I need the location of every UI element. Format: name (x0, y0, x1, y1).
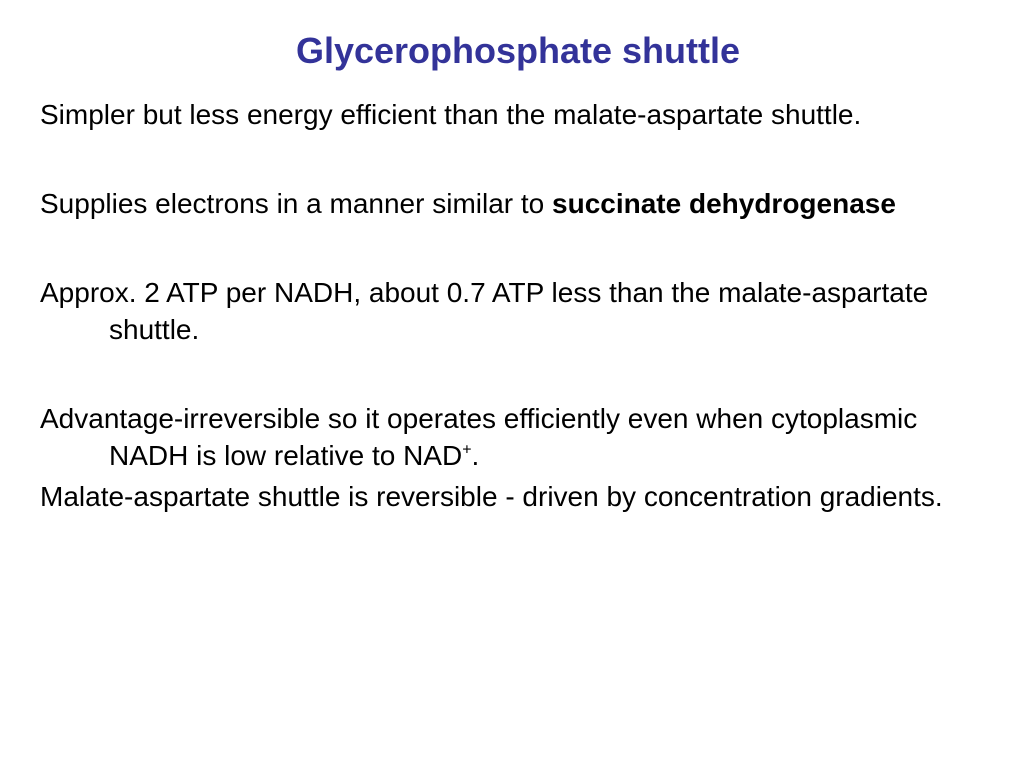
bullet-text: Supplies electrons in a manner similar to (40, 188, 553, 219)
superscript-plus: + (462, 441, 472, 459)
bullet-paragraph-2 (40, 185, 980, 222)
bullet-paragraph-1 (40, 96, 980, 133)
bullet-paragraph-3 (40, 274, 980, 348)
bullet-text: Simpler but less energy efficient than the malate-aspartate shuttle. (40, 99, 862, 130)
bullet-paragraph-5 (40, 478, 980, 515)
bullet-text-end: . (471, 440, 480, 471)
bullet-paragraph-4 (40, 400, 980, 474)
bold-term: succinate dehydrogenase (552, 188, 896, 219)
bullet-text: Advantage-irreversible so it operates efficiently even when cytoplasmic NADH is low relative to NAD (40, 403, 918, 471)
bullet-text: Approx. 2 ATP per NADH, about 0.7 ATP less than the malate-aspartate shuttle. (40, 277, 929, 345)
slide-title: Glycerophosphate shuttle (295, 30, 741, 71)
bullet-text: Malate-aspartate shuttle is reversible - driven by concentration gradients. (40, 481, 943, 512)
slide-body (40, 96, 980, 515)
